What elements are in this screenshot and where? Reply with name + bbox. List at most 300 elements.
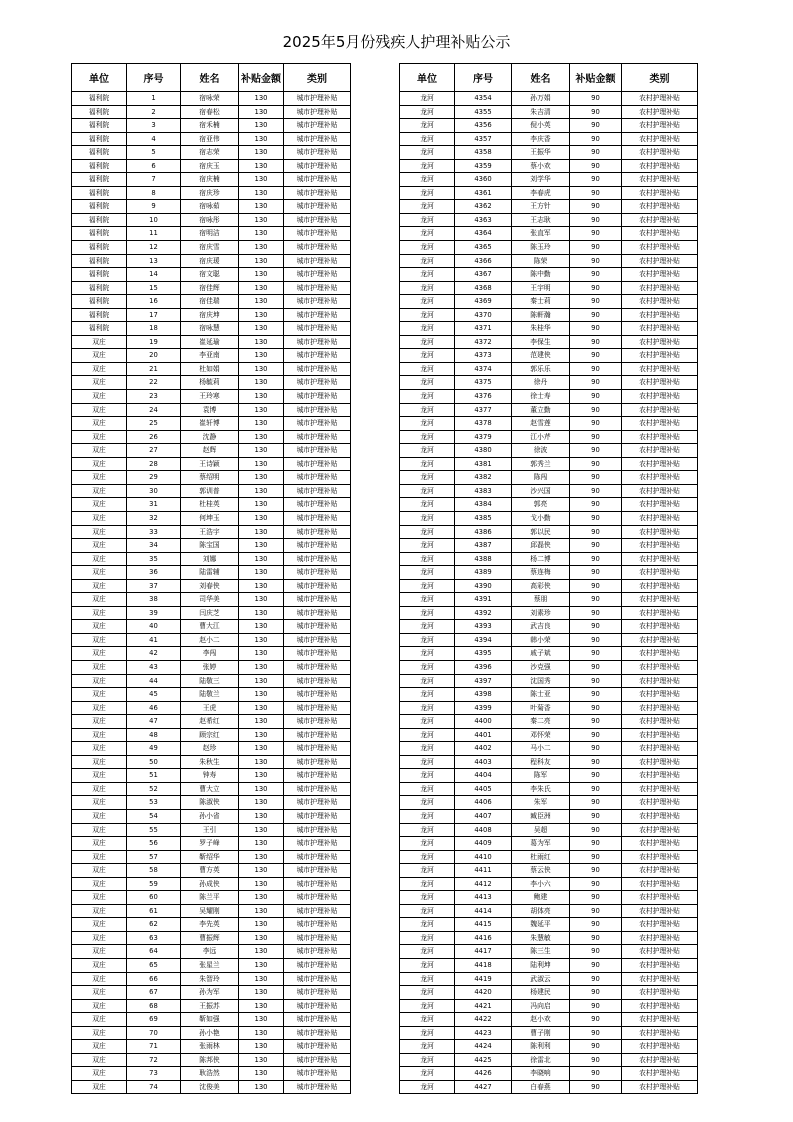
cell-unit: 龙河 xyxy=(400,931,455,945)
cell-unit: 福利院 xyxy=(72,281,127,295)
table-row xyxy=(72,173,351,187)
cell-name: 宿咏彤 xyxy=(181,213,239,227)
cell-amount: 90 xyxy=(570,647,622,661)
cell-name: 李朱氏 xyxy=(512,782,570,796)
cell-name: 宿明洁 xyxy=(181,227,239,241)
cell-amount: 90 xyxy=(570,837,622,851)
cell-seq: 1 xyxy=(127,92,181,106)
cell-category: 农村护理补贴 xyxy=(622,159,698,173)
table-row xyxy=(400,593,698,607)
cell-seq: 4402 xyxy=(455,742,512,756)
cell-amount: 90 xyxy=(570,484,622,498)
table-row xyxy=(400,403,698,417)
cell-category: 农村护理补贴 xyxy=(622,850,698,864)
table-row xyxy=(72,701,351,715)
cell-name: 陈士亚 xyxy=(512,688,570,702)
cell-amount: 130 xyxy=(239,620,284,634)
table-row xyxy=(400,742,698,756)
cell-unit: 双庄 xyxy=(72,606,127,620)
cell-seq: 4396 xyxy=(455,660,512,674)
table-row xyxy=(72,850,351,864)
header-seq: 序号 xyxy=(455,64,512,92)
cell-name: 陈玉玲 xyxy=(512,241,570,255)
cell-seq: 52 xyxy=(127,782,181,796)
cell-name: 马小二 xyxy=(512,742,570,756)
cell-unit: 龙河 xyxy=(400,945,455,959)
cell-seq: 43 xyxy=(127,660,181,674)
cell-seq: 14 xyxy=(127,268,181,282)
table-row xyxy=(400,755,698,769)
page-title: 2025年5月份残疾人护理补贴公示 xyxy=(282,33,511,51)
cell-name: 陈闯 xyxy=(512,471,570,485)
cell-unit: 龙河 xyxy=(400,390,455,404)
cell-unit: 福利院 xyxy=(72,105,127,119)
cell-seq: 4358 xyxy=(455,146,512,160)
cell-unit: 龙河 xyxy=(400,1013,455,1027)
cell-category: 农村护理补贴 xyxy=(622,511,698,525)
cell-category: 农村护理补贴 xyxy=(622,891,698,905)
cell-unit: 福利院 xyxy=(72,295,127,309)
cell-category: 农村护理补贴 xyxy=(622,593,698,607)
table-row xyxy=(400,1053,698,1067)
cell-unit: 福利院 xyxy=(72,173,127,187)
cell-amount: 90 xyxy=(570,674,622,688)
cell-seq: 59 xyxy=(127,877,181,891)
cell-name: 宿庆楠 xyxy=(181,173,239,187)
cell-unit: 龙河 xyxy=(400,241,455,255)
cell-unit: 双庄 xyxy=(72,417,127,431)
cell-name: 鲍建 xyxy=(512,891,570,905)
cell-amount: 90 xyxy=(570,92,622,106)
cell-seq: 35 xyxy=(127,552,181,566)
table-body-left xyxy=(72,92,351,1094)
cell-unit: 龙河 xyxy=(400,281,455,295)
cell-amount: 130 xyxy=(239,457,284,471)
cell-amount: 90 xyxy=(570,769,622,783)
cell-amount: 90 xyxy=(570,633,622,647)
cell-seq: 4359 xyxy=(455,159,512,173)
cell-name: 王振苏 xyxy=(181,999,239,1013)
cell-category: 城市护理补贴 xyxy=(284,552,351,566)
cell-seq: 40 xyxy=(127,620,181,634)
cell-seq: 20 xyxy=(127,349,181,363)
cell-amount: 90 xyxy=(570,660,622,674)
table-row xyxy=(400,159,698,173)
cell-seq: 48 xyxy=(127,728,181,742)
table-row xyxy=(72,308,351,322)
cell-amount: 90 xyxy=(570,322,622,336)
cell-name: 倪小英 xyxy=(512,119,570,133)
cell-amount: 90 xyxy=(570,281,622,295)
cell-name: 王浩宇 xyxy=(181,525,239,539)
cell-amount: 90 xyxy=(570,918,622,932)
table-row xyxy=(72,837,351,851)
cell-category: 城市护理补贴 xyxy=(284,390,351,404)
cell-seq: 62 xyxy=(127,918,181,932)
cell-name: 陈軒瀚 xyxy=(512,308,570,322)
cell-amount: 130 xyxy=(239,904,284,918)
cell-unit: 双庄 xyxy=(72,728,127,742)
cell-amount: 130 xyxy=(239,823,284,837)
table-row xyxy=(72,755,351,769)
cell-seq: 4406 xyxy=(455,796,512,810)
table-row xyxy=(72,376,351,390)
cell-category: 城市护理补贴 xyxy=(284,701,351,715)
cell-name: 沙兴国 xyxy=(512,484,570,498)
table-row xyxy=(72,417,351,431)
cell-unit: 福利院 xyxy=(72,227,127,241)
cell-amount: 90 xyxy=(570,335,622,349)
cell-unit: 龙河 xyxy=(400,809,455,823)
cell-unit: 福利院 xyxy=(72,146,127,160)
cell-name: 王玲寒 xyxy=(181,390,239,404)
cell-unit: 双庄 xyxy=(72,986,127,1000)
cell-category: 城市护理补贴 xyxy=(284,376,351,390)
cell-name: 沈俊美 xyxy=(181,1080,239,1094)
cell-name: 刘娜 xyxy=(181,552,239,566)
table-row xyxy=(400,782,698,796)
cell-seq: 4386 xyxy=(455,525,512,539)
cell-category: 农村护理补贴 xyxy=(622,146,698,160)
cell-unit: 龙河 xyxy=(400,376,455,390)
cell-unit: 福利院 xyxy=(72,200,127,214)
cell-amount: 130 xyxy=(239,552,284,566)
cell-amount: 130 xyxy=(239,674,284,688)
cell-seq: 4373 xyxy=(455,349,512,363)
table-row xyxy=(400,688,698,702)
cell-unit: 龙河 xyxy=(400,688,455,702)
cell-seq: 64 xyxy=(127,945,181,959)
cell-category: 农村护理补贴 xyxy=(622,1053,698,1067)
cell-seq: 4417 xyxy=(455,945,512,959)
cell-amount: 90 xyxy=(570,159,622,173)
cell-category: 农村护理补贴 xyxy=(622,620,698,634)
cell-name: 董立勤 xyxy=(512,403,570,417)
cell-category: 农村护理补贴 xyxy=(622,1067,698,1081)
cell-name: 高彩侠 xyxy=(512,579,570,593)
cell-category: 城市护理补贴 xyxy=(284,417,351,431)
cell-category: 城市护理补贴 xyxy=(284,173,351,187)
table-row xyxy=(400,986,698,1000)
table-row xyxy=(72,539,351,553)
cell-name: 王引 xyxy=(181,823,239,837)
table-row xyxy=(400,837,698,851)
cell-amount: 130 xyxy=(239,566,284,580)
table-row xyxy=(72,769,351,783)
cell-unit: 龙河 xyxy=(400,796,455,810)
cell-category: 城市护理补贴 xyxy=(284,525,351,539)
cell-category: 农村护理补贴 xyxy=(622,173,698,187)
cell-unit: 龙河 xyxy=(400,471,455,485)
cell-name: 刘素珍 xyxy=(512,606,570,620)
cell-category: 城市护理补贴 xyxy=(284,268,351,282)
cell-seq: 4363 xyxy=(455,213,512,227)
table-row xyxy=(400,945,698,959)
cell-amount: 130 xyxy=(239,701,284,715)
table-row xyxy=(400,268,698,282)
cell-category: 城市护理补贴 xyxy=(284,904,351,918)
cell-amount: 90 xyxy=(570,390,622,404)
cell-amount: 130 xyxy=(239,660,284,674)
cell-category: 城市护理补贴 xyxy=(284,566,351,580)
cell-name: 王宇明 xyxy=(512,281,570,295)
cell-amount: 130 xyxy=(239,850,284,864)
cell-amount: 90 xyxy=(570,1053,622,1067)
cell-amount: 90 xyxy=(570,362,622,376)
cell-name: 秦士莉 xyxy=(512,295,570,309)
cell-seq: 4408 xyxy=(455,823,512,837)
cell-name: 王志耿 xyxy=(512,213,570,227)
cell-unit: 龙河 xyxy=(400,959,455,973)
cell-amount: 90 xyxy=(570,173,622,187)
cell-category: 城市护理补贴 xyxy=(284,471,351,485)
cell-category: 城市护理补贴 xyxy=(284,823,351,837)
cell-category: 城市护理补贴 xyxy=(284,403,351,417)
table-row xyxy=(400,715,698,729)
cell-unit: 双庄 xyxy=(72,525,127,539)
cell-name: 朱吉清 xyxy=(512,105,570,119)
table-row xyxy=(400,119,698,133)
cell-unit: 龙河 xyxy=(400,755,455,769)
cell-name: 朱智玲 xyxy=(181,972,239,986)
cell-seq: 72 xyxy=(127,1053,181,1067)
cell-name: 秦二亮 xyxy=(512,715,570,729)
cell-amount: 130 xyxy=(239,959,284,973)
cell-seq: 6 xyxy=(127,159,181,173)
table-row xyxy=(72,362,351,376)
cell-amount: 130 xyxy=(239,295,284,309)
cell-seq: 4378 xyxy=(455,417,512,431)
cell-amount: 130 xyxy=(239,742,284,756)
cell-unit: 龙河 xyxy=(400,904,455,918)
cell-seq: 73 xyxy=(127,1067,181,1081)
cell-amount: 130 xyxy=(239,281,284,295)
cell-amount: 130 xyxy=(239,647,284,661)
cell-amount: 130 xyxy=(239,92,284,106)
cell-amount: 130 xyxy=(239,186,284,200)
cell-amount: 90 xyxy=(570,593,622,607)
cell-amount: 130 xyxy=(239,606,284,620)
table-row xyxy=(72,742,351,756)
cell-amount: 90 xyxy=(570,254,622,268)
cell-amount: 130 xyxy=(239,390,284,404)
cell-amount: 130 xyxy=(239,417,284,431)
table-row xyxy=(400,213,698,227)
cell-amount: 130 xyxy=(239,972,284,986)
cell-name: 李保生 xyxy=(512,335,570,349)
cell-seq: 25 xyxy=(127,417,181,431)
cell-amount: 130 xyxy=(239,986,284,1000)
cell-category: 城市护理补贴 xyxy=(284,159,351,173)
cell-category: 农村护理补贴 xyxy=(622,782,698,796)
cell-unit: 福利院 xyxy=(72,186,127,200)
cell-unit: 双庄 xyxy=(72,484,127,498)
cell-amount: 130 xyxy=(239,322,284,336)
cell-name: 吴超 xyxy=(512,823,570,837)
cell-unit: 福利院 xyxy=(72,119,127,133)
cell-amount: 90 xyxy=(570,728,622,742)
cell-category: 城市护理补贴 xyxy=(284,241,351,255)
cell-seq: 4399 xyxy=(455,701,512,715)
cell-amount: 90 xyxy=(570,227,622,241)
table-row xyxy=(400,823,698,837)
cell-seq: 4357 xyxy=(455,132,512,146)
table-row xyxy=(400,972,698,986)
cell-name: 徐丹 xyxy=(512,376,570,390)
cell-seq: 7 xyxy=(127,173,181,187)
cell-amount: 130 xyxy=(239,931,284,945)
cell-name: 魏延平 xyxy=(512,918,570,932)
cell-seq: 4380 xyxy=(455,444,512,458)
cell-unit: 龙河 xyxy=(400,322,455,336)
table-row xyxy=(72,403,351,417)
cell-unit: 双庄 xyxy=(72,999,127,1013)
cell-category: 城市护理补贴 xyxy=(284,809,351,823)
cell-name: 郭秀兰 xyxy=(512,457,570,471)
cell-amount: 90 xyxy=(570,891,622,905)
cell-name: 宿佳辉 xyxy=(181,281,239,295)
cell-name: 孙小艳 xyxy=(181,1026,239,1040)
table-row xyxy=(400,390,698,404)
cell-name: 李春虎 xyxy=(512,186,570,200)
cell-amount: 90 xyxy=(570,931,622,945)
table-row xyxy=(400,566,698,580)
cell-seq: 4371 xyxy=(455,322,512,336)
table-row xyxy=(72,146,351,160)
cell-seq: 60 xyxy=(127,891,181,905)
cell-amount: 90 xyxy=(570,755,622,769)
table-row xyxy=(72,1026,351,1040)
table-row xyxy=(400,146,698,160)
cell-name: 臧臣洲 xyxy=(512,809,570,823)
cell-category: 城市护理补贴 xyxy=(284,864,351,878)
cell-category: 城市护理补贴 xyxy=(284,850,351,864)
cell-amount: 90 xyxy=(570,606,622,620)
cell-seq: 4391 xyxy=(455,593,512,607)
table-row xyxy=(72,579,351,593)
table-row xyxy=(400,105,698,119)
cell-name: 邱磊侠 xyxy=(512,539,570,553)
cell-unit: 双庄 xyxy=(72,430,127,444)
cell-amount: 130 xyxy=(239,579,284,593)
cell-name: 何坤玉 xyxy=(181,511,239,525)
cell-seq: 4395 xyxy=(455,647,512,661)
cell-unit: 福利院 xyxy=(72,159,127,173)
table-row xyxy=(400,484,698,498)
cell-amount: 130 xyxy=(239,444,284,458)
cell-category: 农村护理补贴 xyxy=(622,647,698,661)
cell-seq: 38 xyxy=(127,593,181,607)
cell-category: 城市护理补贴 xyxy=(284,755,351,769)
cell-seq: 4427 xyxy=(455,1080,512,1094)
cell-category: 农村护理补贴 xyxy=(622,796,698,810)
table-row xyxy=(72,877,351,891)
cell-category: 城市护理补贴 xyxy=(284,539,351,553)
cell-unit: 龙河 xyxy=(400,498,455,512)
cell-unit: 双庄 xyxy=(72,403,127,417)
cell-category: 农村护理补贴 xyxy=(622,931,698,945)
table-row xyxy=(72,471,351,485)
cell-unit: 双庄 xyxy=(72,1053,127,1067)
cell-name: 杨二博 xyxy=(512,552,570,566)
cell-name: 武吉良 xyxy=(512,620,570,634)
cell-amount: 130 xyxy=(239,891,284,905)
cell-amount: 90 xyxy=(570,877,622,891)
cell-seq: 4374 xyxy=(455,362,512,376)
cell-seq: 4423 xyxy=(455,1026,512,1040)
table-row xyxy=(72,728,351,742)
cell-category: 城市护理补贴 xyxy=(284,796,351,810)
table-row xyxy=(72,864,351,878)
table-row xyxy=(72,295,351,309)
cell-amount: 130 xyxy=(239,349,284,363)
cell-category: 城市护理补贴 xyxy=(284,1080,351,1094)
cell-name: 邓怀荣 xyxy=(512,728,570,742)
cell-amount: 90 xyxy=(570,566,622,580)
table-row xyxy=(72,620,351,634)
cell-name: 范建侠 xyxy=(512,349,570,363)
table-row xyxy=(400,457,698,471)
cell-unit: 双庄 xyxy=(72,362,127,376)
cell-name: 陈淑侠 xyxy=(181,796,239,810)
cell-name: 曹方英 xyxy=(181,864,239,878)
cell-amount: 90 xyxy=(570,1080,622,1094)
cell-seq: 4360 xyxy=(455,173,512,187)
cell-seq: 65 xyxy=(127,959,181,973)
cell-category: 城市护理补贴 xyxy=(284,986,351,1000)
cell-unit: 福利院 xyxy=(72,241,127,255)
cell-name: 孙为军 xyxy=(181,986,239,1000)
cell-category: 城市护理补贴 xyxy=(284,660,351,674)
cell-category: 城市护理补贴 xyxy=(284,837,351,851)
cell-amount: 90 xyxy=(570,186,622,200)
cell-category: 城市护理补贴 xyxy=(284,254,351,268)
cell-seq: 63 xyxy=(127,931,181,945)
cell-amount: 130 xyxy=(239,539,284,553)
cell-unit: 双庄 xyxy=(72,688,127,702)
cell-unit: 龙河 xyxy=(400,728,455,742)
cell-amount: 130 xyxy=(239,809,284,823)
cell-name: 宿春松 xyxy=(181,105,239,119)
table-row xyxy=(72,986,351,1000)
cell-unit: 双庄 xyxy=(72,349,127,363)
cell-category: 农村护理补贴 xyxy=(622,972,698,986)
cell-seq: 4397 xyxy=(455,674,512,688)
table-row xyxy=(400,769,698,783)
table-row xyxy=(400,430,698,444)
table-row xyxy=(72,525,351,539)
cell-name: 宿禾楠 xyxy=(181,119,239,133)
cell-unit: 龙河 xyxy=(400,552,455,566)
cell-name: 韩小荣 xyxy=(512,633,570,647)
cell-name: 宿庆珍 xyxy=(181,186,239,200)
cell-category: 城市护理补贴 xyxy=(284,769,351,783)
cell-category: 城市护理补贴 xyxy=(284,877,351,891)
cell-amount: 130 xyxy=(239,241,284,255)
cell-amount: 130 xyxy=(239,227,284,241)
cell-unit: 双庄 xyxy=(72,1040,127,1054)
cell-category: 城市护理补贴 xyxy=(284,105,351,119)
cell-seq: 24 xyxy=(127,403,181,417)
cell-seq: 4361 xyxy=(455,186,512,200)
cell-amount: 90 xyxy=(570,688,622,702)
table-row xyxy=(400,444,698,458)
cell-seq: 4404 xyxy=(455,769,512,783)
table-row xyxy=(72,1067,351,1081)
cell-seq: 4377 xyxy=(455,403,512,417)
cell-name: 李庆香 xyxy=(512,132,570,146)
cell-amount: 130 xyxy=(239,132,284,146)
